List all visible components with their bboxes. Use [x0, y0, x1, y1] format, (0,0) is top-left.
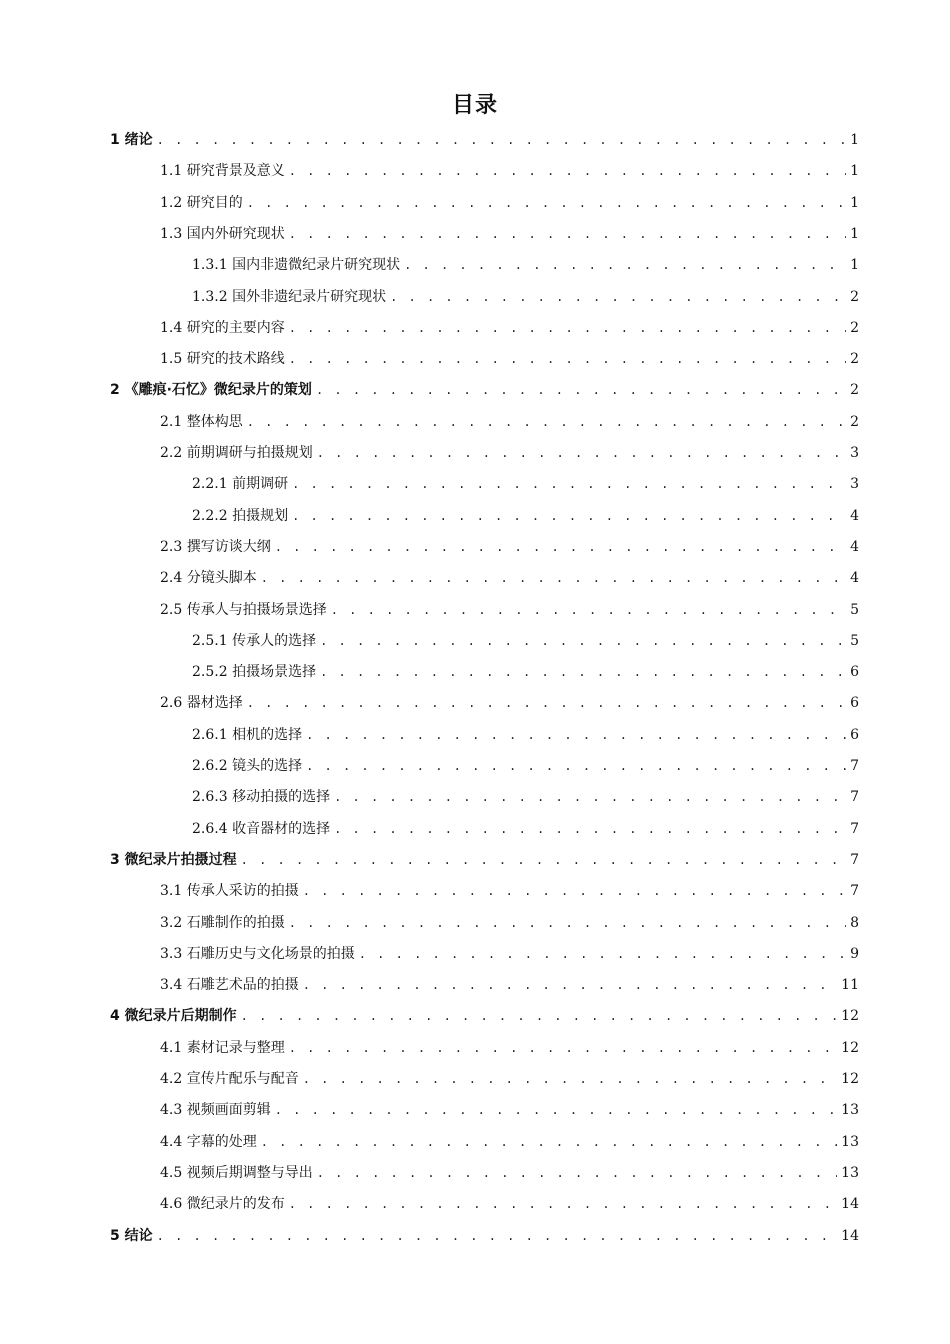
dot-leader [331, 599, 846, 621]
dot-leader [261, 567, 846, 589]
toc-entry-page-number: 1 [850, 132, 859, 148]
toc-entry-level-2[interactable] [160, 943, 859, 965]
toc-entry-level-2[interactable] [160, 442, 859, 464]
dot-leader [404, 254, 846, 276]
toc-entry-level-1[interactable] [110, 379, 859, 401]
toc-entry-label: 2.6.2 镜头的选择 [192, 758, 303, 774]
toc-entry-label: 1.3.1 国内非遗微纪录片研究现状 [192, 257, 401, 273]
toc-entry-label: 2.6.3 移动拍摄的选择 [192, 789, 331, 805]
toc-entry-level-2[interactable] [160, 1068, 859, 1090]
toc-entry-level-2[interactable] [160, 599, 859, 621]
dot-leader [303, 880, 846, 902]
toc-entry-page-number: 13 [841, 1134, 859, 1150]
toc-entry-level-2[interactable] [160, 348, 859, 370]
toc-entry-label: 2.2.2 拍摄规划 [192, 508, 289, 524]
toc-entry-page-number: 2 [850, 382, 859, 398]
toc-entry-label: 3.2 石雕制作的拍摄 [160, 915, 285, 931]
toc-entry-label: 3.1 传承人采访的拍摄 [160, 883, 299, 899]
toc-entry-level-2[interactable] [160, 974, 859, 996]
dot-leader [289, 1037, 837, 1059]
toc-entry-level-2[interactable] [160, 411, 859, 433]
toc-entry-page-number: 13 [841, 1165, 859, 1181]
toc-entry-label: 1.3.2 国外非遗纪录片研究现状 [192, 289, 387, 305]
toc-entry-page-number: 4 [850, 508, 859, 524]
toc-entry-label: 4.1 素材记录与整理 [160, 1040, 285, 1056]
dot-leader [320, 661, 846, 683]
toc-entry-page-number: 6 [850, 664, 859, 680]
dot-leader [359, 943, 846, 965]
toc-entry-level-2[interactable] [160, 223, 859, 245]
toc-entry-level-3[interactable] [192, 818, 859, 840]
dot-leader [306, 755, 846, 777]
dot-leader [275, 536, 846, 558]
toc-entry-page-number: 7 [850, 789, 859, 805]
dot-leader [157, 129, 846, 151]
toc-entry-label: 1.3 国内外研究现状 [160, 226, 285, 242]
toc-entry-page-number: 8 [850, 915, 859, 931]
toc-entry-level-3[interactable] [192, 254, 859, 276]
toc-entry-label: 2 《雕痕·石忆》微纪录片的策划 [110, 382, 312, 398]
toc-entry-page-number: 7 [850, 758, 859, 774]
toc-entry-label: 2.6.4 收音器材的选择 [192, 821, 331, 837]
dot-leader [241, 1005, 838, 1027]
toc-entry-page-number: 5 [850, 633, 859, 649]
toc-entry-page-number: 2 [850, 289, 859, 305]
toc-entry-level-3[interactable] [192, 661, 859, 683]
dot-leader [261, 1131, 837, 1153]
dot-leader [289, 912, 846, 934]
dot-leader [157, 1225, 838, 1247]
toc-entry-page-number: 1 [850, 257, 859, 273]
toc-entry-label: 5 结论 [110, 1228, 153, 1244]
toc-entry-page-number: 7 [850, 821, 859, 837]
toc-entry-level-2[interactable] [160, 160, 859, 182]
toc-entry-label: 3.3 石雕历史与文化场景的拍摄 [160, 946, 355, 962]
dot-leader [247, 692, 846, 714]
dot-leader [289, 160, 846, 182]
dot-leader [317, 442, 846, 464]
toc-entry-page-number: 2 [850, 351, 859, 367]
toc-entry-level-3[interactable] [192, 473, 859, 495]
toc-entry-page-number: 6 [850, 695, 859, 711]
toc-entry-level-2[interactable] [160, 1162, 859, 1184]
toc-entry-page-number: 7 [850, 883, 859, 899]
dot-leader [289, 1193, 837, 1215]
toc-entry-label: 2.5.2 拍摄场景选择 [192, 664, 317, 680]
dot-leader [303, 1068, 837, 1090]
toc-entry-level-3[interactable] [192, 755, 859, 777]
toc-entry-level-3[interactable] [192, 630, 859, 652]
dot-leader [292, 505, 846, 527]
toc-entry-page-number: 12 [841, 1008, 859, 1024]
toc-entry-label: 1.2 研究目的 [160, 195, 243, 211]
toc-entry-page-number: 1 [850, 226, 859, 242]
toc-entry-level-1[interactable] [110, 129, 859, 151]
toc-entry-label: 2.6 器材选择 [160, 695, 243, 711]
toc-entry-level-2[interactable] [160, 1193, 859, 1215]
dot-leader [334, 786, 846, 808]
toc-entry-page-number: 5 [850, 602, 859, 618]
toc-entry-level-2[interactable] [160, 1037, 859, 1059]
toc-entry-label: 3 微纪录片拍摄过程 [110, 852, 237, 868]
toc-entry-level-3[interactable] [192, 505, 859, 527]
dot-leader [289, 348, 846, 370]
toc-entry-page-number: 12 [841, 1040, 859, 1056]
toc-entry-level-2[interactable] [160, 317, 859, 339]
toc-entry-level-2[interactable] [160, 1099, 859, 1121]
toc-entry-page-number: 12 [841, 1071, 859, 1087]
toc-entry-label: 1 绪论 [110, 132, 153, 148]
toc-entry-label: 4.4 字幕的处理 [160, 1134, 257, 1150]
toc-entry-page-number: 3 [850, 445, 859, 461]
dot-leader [303, 974, 837, 996]
toc-entry-page-number: 4 [850, 539, 859, 555]
toc-entry-page-number: 3 [850, 476, 859, 492]
toc-entry-page-number: 13 [841, 1102, 859, 1118]
toc-entry-label: 4 微纪录片后期制作 [110, 1008, 237, 1024]
toc-entry-label: 2.4 分镜头脚本 [160, 570, 257, 586]
toc-entry-label: 2.1 整体构思 [160, 414, 243, 430]
toc-entry-level-1[interactable] [110, 849, 859, 871]
dot-leader [247, 411, 846, 433]
dot-leader [390, 286, 846, 308]
dot-leader [289, 223, 846, 245]
dot-leader [275, 1099, 837, 1121]
toc-entry-label: 2.5 传承人与拍摄场景选择 [160, 602, 327, 618]
toc-entry-page-number: 4 [850, 570, 859, 586]
toc-entry-level-1[interactable] [110, 1005, 859, 1027]
toc-entry-page-number: 11 [841, 977, 859, 993]
toc-entry-label: 1.5 研究的技术路线 [160, 351, 285, 367]
toc-entry-level-2[interactable] [160, 1131, 859, 1153]
toc-entry-label: 2.5.1 传承人的选择 [192, 633, 317, 649]
toc-entry-level-3[interactable] [192, 724, 859, 746]
dot-leader [306, 724, 846, 746]
toc-entry-label: 4.5 视频后期调整与导出 [160, 1165, 313, 1181]
toc-entry-level-2[interactable] [160, 192, 859, 214]
toc-entry-level-2[interactable] [160, 692, 859, 714]
toc-entry-label: 2.2 前期调研与拍摄规划 [160, 445, 313, 461]
toc-entry-level-2[interactable] [160, 880, 859, 902]
toc-entry-label: 2.6.1 相机的选择 [192, 727, 303, 743]
toc-title: 目录 [451, 93, 498, 118]
toc-entry-label: 2.3 撰写访谈大纲 [160, 539, 271, 555]
toc-entry-level-2[interactable] [160, 912, 859, 934]
toc-entry-label: 3.4 石雕艺术品的拍摄 [160, 977, 299, 993]
dot-leader [334, 818, 846, 840]
toc-entry-label: 2.2.1 前期调研 [192, 476, 289, 492]
toc-entry-page-number: 1 [850, 163, 859, 179]
toc-entry-page-number: 14 [841, 1196, 859, 1212]
toc-entry-label: 1.4 研究的主要内容 [160, 320, 285, 336]
toc-entry-label: 4.6 微纪录片的发布 [160, 1196, 285, 1212]
dot-leader [247, 192, 846, 214]
toc-entry-page-number: 6 [850, 727, 859, 743]
toc-entry-label: 4.2 宣传片配乐与配音 [160, 1071, 299, 1087]
dot-leader [241, 849, 846, 871]
dot-leader [292, 473, 846, 495]
toc-entry-page-number: 2 [850, 320, 859, 336]
toc-entry-page-number: 7 [850, 852, 859, 868]
toc-entry-level-1[interactable] [110, 1225, 859, 1247]
toc-entry-level-2[interactable] [160, 536, 859, 558]
toc-entry-level-2[interactable] [160, 567, 859, 589]
toc-entry-label: 4.3 视频画面剪辑 [160, 1102, 271, 1118]
toc-entry-page-number: 14 [841, 1228, 859, 1244]
toc-entry-level-3[interactable] [192, 786, 859, 808]
dot-leader [317, 1162, 837, 1184]
toc-entry-page-number: 9 [850, 946, 859, 962]
dot-leader [316, 379, 846, 401]
dot-leader [320, 630, 846, 652]
dot-leader [289, 317, 846, 339]
toc-entry-level-3[interactable] [192, 286, 859, 308]
toc-entry-page-number: 2 [850, 414, 859, 430]
toc-entry-label: 1.1 研究背景及意义 [160, 163, 285, 179]
toc-entry-page-number: 1 [850, 195, 859, 211]
